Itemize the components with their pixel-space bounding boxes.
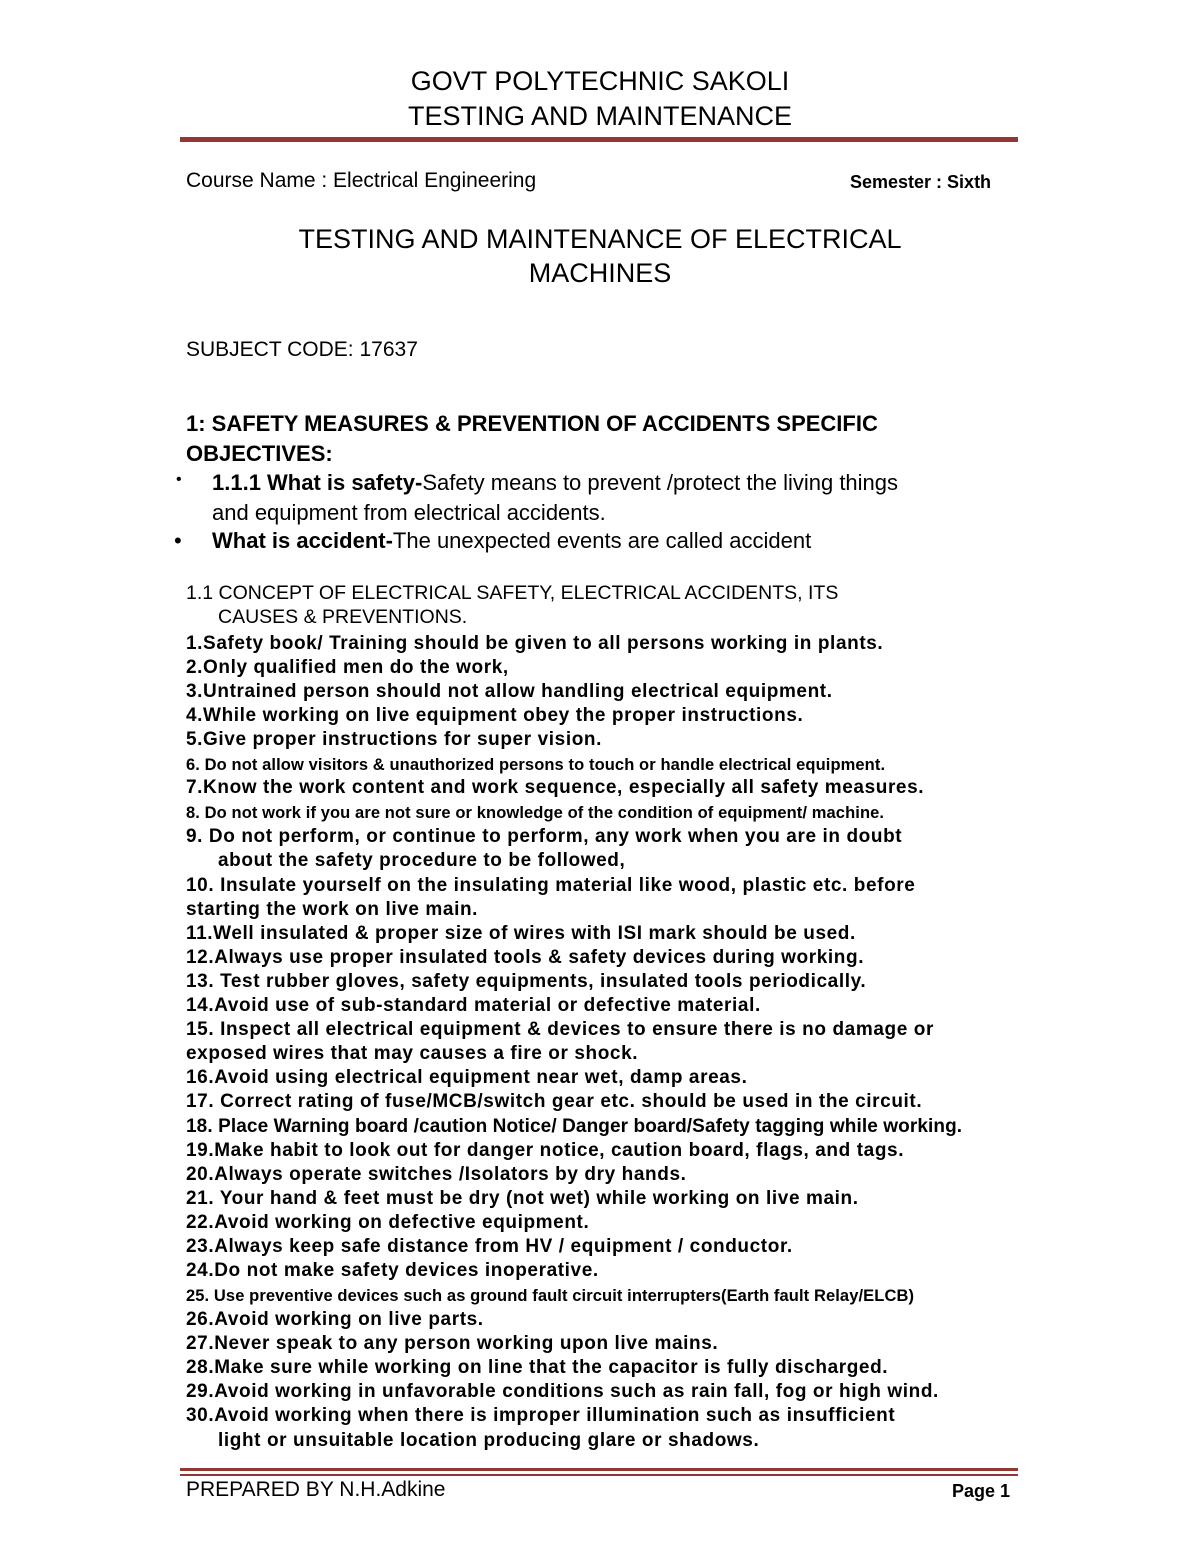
bullet-accident: [212, 528, 811, 554]
subsection-heading-line1: 1.1 CONCEPT OF ELECTRICAL SAFETY, ELECTRICAL ACCIDENTS, ITS: [186, 582, 839, 604]
list-item: 19.Make habit to look out for danger notice, caution board, flags, and tags.: [186, 1140, 905, 1161]
course-name: Course Name : Electrical Engineering: [186, 169, 537, 192]
subject-code: SUBJECT CODE: 17637: [186, 338, 418, 361]
list-item: 24.Do not make safety devices inoperative.: [186, 1260, 599, 1281]
header-rule: [180, 137, 1018, 142]
list-item: 9. Do not perform, or continue to perform, any work when you are in doubt: [186, 826, 903, 847]
list-item: 3.Untrained person should not allow handling electrical equipment.: [186, 681, 833, 702]
list-item: 11.Well insulated & proper size of wires with ISI mark should be used.: [186, 923, 856, 944]
list-item: 8. Do not work if you are not sure or knowledge of the condition of equipment/ machine.: [186, 804, 885, 822]
header-institution: GOVT POLYTECHNIC SAKOLI: [410, 66, 790, 96]
list-item-continuation: light or unsuitable location producing glare or shadows.: [218, 1430, 760, 1451]
list-item: 28.Make sure while working on line that the capacitor is fully discharged.: [186, 1357, 889, 1378]
list-item-continuation: exposed wires that may causes a fire or shock.: [186, 1043, 639, 1064]
list-item: 27.Never speak to any person working upon live mains.: [186, 1333, 719, 1354]
list-item: 23.Always keep safe distance from HV / equipment / conductor.: [186, 1236, 793, 1257]
list-item: 22.Avoid working on defective equipment.: [186, 1212, 590, 1233]
list-item: 2.Only qualified men do the work,: [186, 657, 509, 678]
list-item: 12.Always use proper insulated tools & safety devices during working.: [186, 947, 865, 968]
list-item: 1.Safety book/ Training should be given to all persons working in plants.: [186, 633, 884, 654]
list-item: 25. Use preventive devices such as ground fault circuit interrupters(Earth fault Relay/ELCB): [186, 1287, 915, 1305]
bullet-term: 1.1.1 What is safety-: [212, 470, 423, 495]
document-title-line1: TESTING AND MAINTENANCE OF ELECTRICAL: [298, 224, 902, 254]
list-item-continuation: starting the work on live main.: [186, 899, 479, 920]
list-item-continuation: about the safety procedure to be followed,: [218, 850, 626, 871]
list-item: 18. Place Warning board /caution Notice/ Danger board/Safety tagging while working.: [186, 1116, 963, 1137]
bullet-marker: •: [176, 471, 182, 488]
list-item: 7.Know the work content and work sequence, especially all safety measures.: [186, 777, 925, 798]
list-item: 4.While working on live equipment obey the proper instructions.: [186, 705, 804, 726]
list-item: 10. Insulate yourself on the insulating material like wood, plastic etc. before: [186, 875, 916, 896]
list-item: 17. Correct rating of fuse/MCB/switch gear etc. should be used in the circuit.: [186, 1091, 923, 1112]
footer-rule-bottom: [180, 1474, 1018, 1476]
list-item: 21. Your hand & feet must be dry (not wet) while working on live main.: [186, 1188, 859, 1209]
semester: Semester : Sixth: [850, 172, 992, 192]
bullet-marker: •: [174, 528, 182, 553]
header-subject: TESTING AND MAINTENANCE: [407, 101, 793, 131]
list-item: 20.Always operate switches /Isolators by dry hands.: [186, 1164, 687, 1185]
list-item: 6. Do not allow visitors & unauthorized persons to touch or handle electrical equipment.: [186, 756, 886, 774]
section-heading-line2: OBJECTIVES:: [186, 441, 333, 466]
footer-page-number: Page 1: [952, 1481, 1011, 1501]
list-item: 5.Give proper instructions for super vision.: [186, 729, 602, 750]
section-heading-line1: 1: SAFETY MEASURES & PREVENTION OF ACCIDENTS SPECIFIC: [186, 411, 878, 436]
subsection-heading-line2: CAUSES & PREVENTIONS.: [218, 606, 468, 628]
footer-rule-top: [180, 1468, 1018, 1471]
bullet-text: Safety means to prevent /protect the living things: [422, 470, 899, 495]
bullet-safety: [212, 470, 898, 496]
bullet-continuation: and equipment from electrical accidents.: [212, 500, 606, 525]
document-title-line2: MACHINES: [528, 258, 672, 288]
list-item: 14.Avoid use of sub-standard material or defective material.: [186, 995, 761, 1016]
list-item: 16.Avoid using electrical equipment near wet, damp areas.: [186, 1067, 748, 1088]
list-item: 30.Avoid working when there is improper illumination such as insufficient: [186, 1405, 896, 1426]
list-item: 13. Test rubber gloves, safety equipments, insulated tools periodically.: [186, 971, 867, 992]
list-item: 26.Avoid working on live parts.: [186, 1309, 484, 1330]
bullet-text: The unexpected events are called accident: [392, 528, 812, 553]
list-item: 15. Inspect all electrical equipment & devices to ensure there is no damage or: [186, 1019, 934, 1040]
footer-prepared-by: PREPARED BY N.H.Adkine: [186, 1478, 446, 1501]
bullet-term: What is accident-: [212, 528, 393, 553]
list-item: 29.Avoid working in unfavorable conditions such as rain fall, fog or high wind.: [186, 1381, 939, 1402]
